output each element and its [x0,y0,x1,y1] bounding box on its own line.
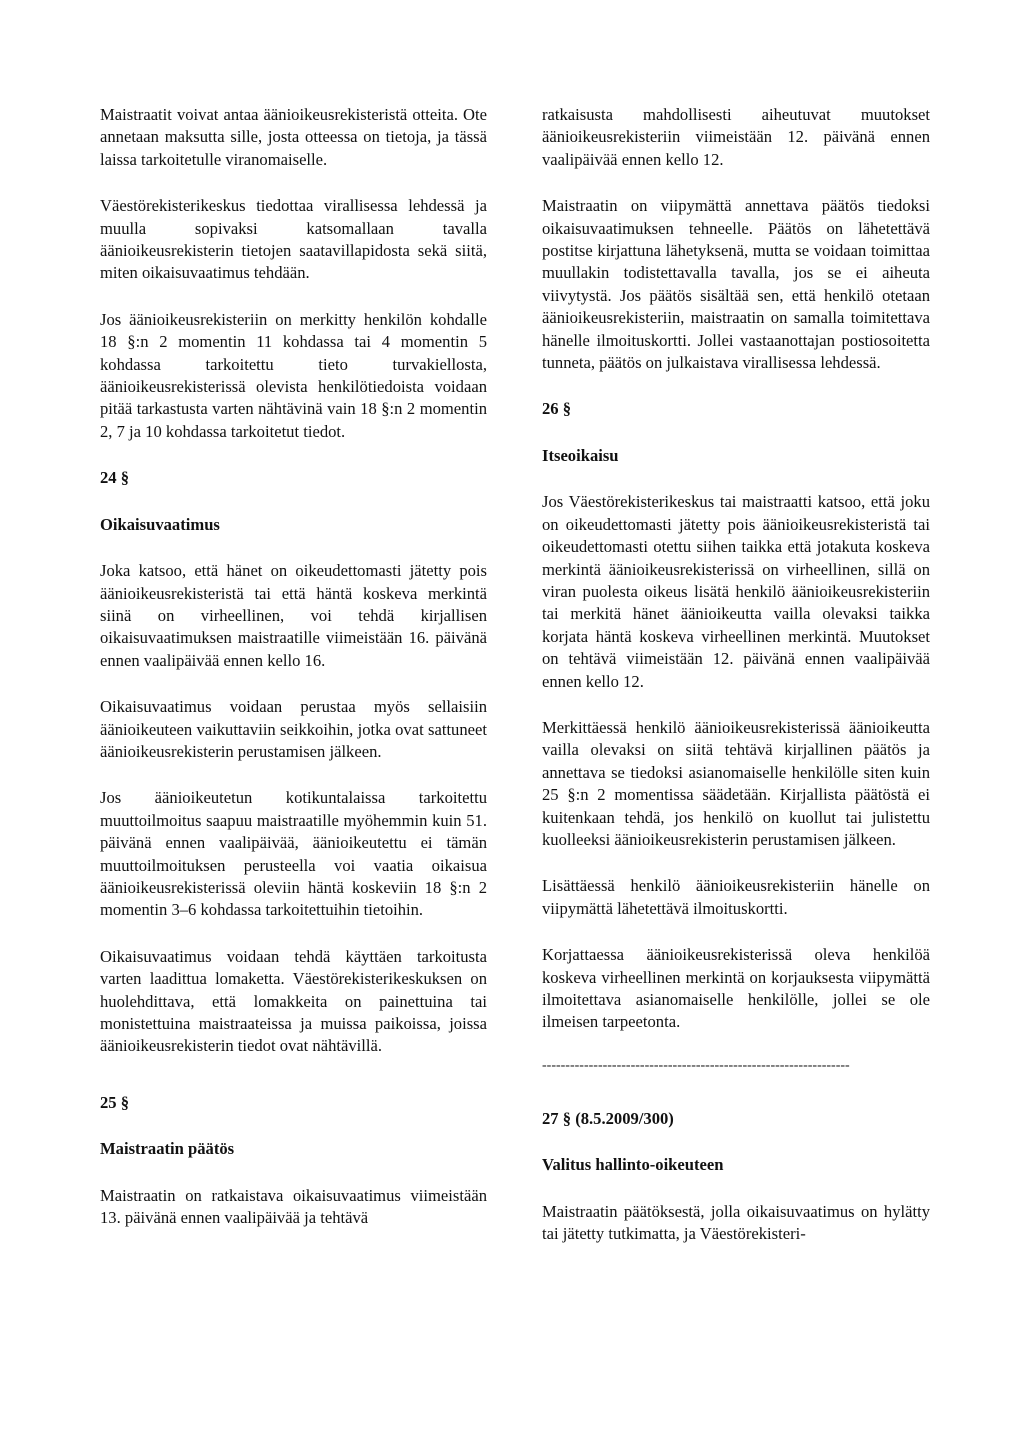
section-title-26: Itseoikaisu [542,445,619,465]
paragraph: Oikaisuvaatimus voidaan perustaa myös sellaisiin äänioikeuteen vaikuttaviin seikkoihin, jotka ovat sattuneet äänioikeusrekisterin perustamisen jälkeen. [100,697,487,761]
paragraph: Lisättäessä henkilö äänioikeusrekisteriin hänelle on viipymättä lähetettävä ilmoituskortti. [542,876,930,918]
paragraph: Maistraatin on ratkaistava oikaisuvaatimus viimeistään 13. päivänä ennen vaalipäivää ja tehtävä [100,1185,487,1228]
paragraph: Joka katsoo, että hänet on oikeudettomasti jätetty pois äänioikeusrekisteristä tai että häntä koskeva merkintä siinä on virheellinen, voi tehdä kirjallisen oikaisuvaatimuksen maistraatille viimeistään 16. päivänä ennen vaalipäivää ennen kello 16. [100,561,487,670]
paragraph: Väestörekisterikeskus tiedottaa virallisessa lehdessä ja muulla sopivaksi katsomallaan tavalla äänioikeusrekisterin tietojen saatavillapidosta sekä siitä, miten oikaisuvaatimus tehdään. [100,196,487,283]
section-divider: ------------------------------------------------------------------ [542,1057,850,1073]
section-title-27: Valitus hallinto-oikeuteen [542,1155,724,1175]
paragraph: Maistraatin on viipymättä annettava päätös tiedoksi oikaisuvaatimuksen tehneelle. Päätös on lähetettävä postitse kirjattuna lähetyksenä, mutta se voidaan toimittaa muullakin todistettavalla tavalla, jos se ei aiheuta viivytystä. Jos päätös sisältää sen, että henkilö otetaan äänioikeusrekisteriin, maistraatin on samalla toimitettava hänelle ilmoituskortti. Jollei vastaanottajan postiosoitetta tunneta, päätös on julkaistava virallisessa lehdessä. [542,196,930,373]
paragraph: Maistraatit voivat antaa äänioikeusrekisteristä otteita. Ote annetaan maksutta sille, josta otteessa on tietoja, ja tässä laissa tarkoitetulle viranomaiselle. [100,105,487,169]
paragraph: Maistraatin päätöksestä, jolla oikaisuvaatimus on hylätty tai jätetty tutkimatta, ja Väestörekisteri- [542,1201,930,1244]
section-title-25: Maistraatin päätös [100,1139,235,1159]
paragraph: Jos äänioikeusrekisteriin on merkitty henkilön kohdalle 18 §:n 2 momentin 11 kohdassa tai 4 momentin 5 kohdassa tarkoitettu tieto turvakiellosta, äänioikeusrekisterissä olevista henkilötiedoista voidaan pitää tarkastusta varten nähtävinä vain 18 §:n 2 momentin 2, 7 ja 10 kohdassa tarkoitetut tiedot. [100,309,487,441]
paragraph: Jos Väestörekisterikeskus tai maistraatti katsoo, että joku on oikeudettomasti jätetty pois äänioikeusrekisteristä tai oikeudettomasti otettu siihen taikka että jotakuta koskeva merkintä äänioikeusrekisterissä on virheellinen, sillä on viran puolesta oikeus lisätä henkilö äänioikeusrekisteriin tai merkitä hänet äänioikeutta vailla olevaksi taikka korjata häntä koskeva virheellinen merkintä. Muutokset on tehtävä viimeistään 12. päivänä ennen vaalipäivää ennen kello 12. [542,492,930,691]
section-title-24: Oikaisuvaatimus [100,514,220,534]
section-number-24: 24 § [100,468,130,488]
section-number-27: 27 § (8.5.2009/300) [542,1108,674,1128]
paragraph: Jos äänioikeutetun kotikuntalaissa tarkoitettu muuttoilmoitus saapuu maistraatille myöhemmin kuin 51. päivänä ennen vaalipäivää, äänioikeutettu ei tämän muuttoilmoituksen perusteella voi vaatia oikaisua äänioikeusrekisterissä oleviin häntä koskeviin 18 §:n 2 momentin 3–6 kohdassa tarkoitettuihin tietoihin. [100,788,487,920]
left-column [100,104,487,1253]
right-column [542,104,930,1269]
paragraph: Merkittäessä henkilö äänioikeusrekisterissä äänioikeutta vailla olevaksi on siitä tehtävä kirjallinen päätös ja annettava se tiedoksi asianomaiselle henkilölle siten kuin 25 §:n 2 momentissa säädetään. Kirjallista päätöstä ei kuitenkaan tehdä, jos henkilö on kuollut tai julistettu kuolleeksi äänioikeusrekisterin perustamisen jälkeen. [542,717,930,849]
paragraph: Oikaisuvaatimus voidaan tehdä käyttäen tarkoitusta varten laadittua lomaketta. Väestörekisterikeskuksen on huolehdittava, että lomakkeita on painettuina tai monistettuina maistraateissa ja muissa paikoissa, joissa äänioikeusrekisterin tiedot ovat nähtävillä. [100,946,487,1056]
section-number-25: 25 § [100,1092,130,1112]
paragraph: ratkaisusta mahdollisesti aiheutuvat muutokset äänioikeusrekisteriin viimeistään 12. päivänä ennen vaalipäivää ennen kello 12. [542,105,930,169]
section-number-26: 26 § [542,399,572,419]
paragraph: Korjattaessa äänioikeusrekisterissä oleva henkilöä koskeva virheellinen merkintä on korjauksesta viipymättä ilmoitettava asianomaiselle henkilölle, jollei se ole ilmeisen tarpeetonta. [542,945,930,1032]
